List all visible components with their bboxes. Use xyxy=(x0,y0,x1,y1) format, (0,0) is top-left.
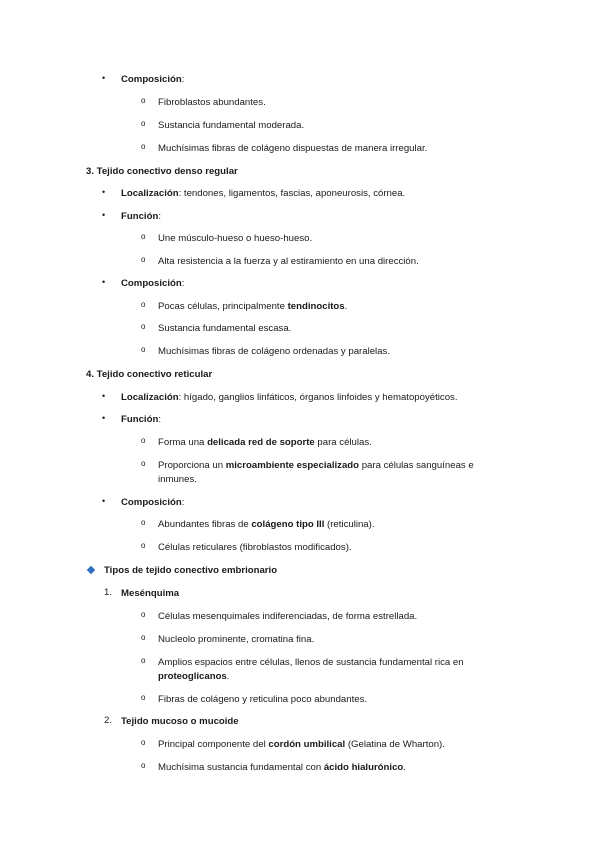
sub-bullet: o xyxy=(141,322,146,331)
subsection-title: Tejido mucoso o mucoide xyxy=(121,716,239,727)
list-item: Sustancia fundamental moderada. xyxy=(158,120,305,131)
location-line: Localización: tendones, ligamentos, fascias, aponeurosis, córnea. xyxy=(121,188,406,199)
composition-label: Composición: xyxy=(121,497,185,508)
list-item: Muchísima sustancia fundamental con ácido hialurónico. xyxy=(158,762,406,773)
diamond-bullet-icon xyxy=(87,566,95,574)
list-item: Une músculo-hueso o hueso-hueso. xyxy=(158,233,313,244)
sub-bullet: o xyxy=(141,610,146,619)
section-heading: 3. Tejido conectivo denso regular xyxy=(86,166,238,177)
bullet: • xyxy=(102,187,106,197)
location-line: Localización: hígado, ganglios linfáticos, órganos linfoides y hematopoyéticos. xyxy=(121,392,458,403)
list-item: Principal componente del cordón umbilical (Gelatina de Wharton). xyxy=(158,739,445,750)
bullet: • xyxy=(102,277,106,287)
list-item: Amplios espacios entre células, llenos de sustancia fundamental rica en xyxy=(158,657,464,668)
bullet: • xyxy=(102,391,106,401)
list-item: Células mesenquimales indiferenciadas, de forma estrellada. xyxy=(158,611,418,622)
list-item: Nucleolo prominente, cromatina fina. xyxy=(158,634,315,645)
list-item-continuation: proteoglicanos. xyxy=(158,671,230,682)
function-label: Función: xyxy=(121,211,161,222)
bullet: • xyxy=(102,413,106,423)
sub-bullet: o xyxy=(141,119,146,128)
bullet: • xyxy=(102,210,106,220)
list-item: Alta resistencia a la fuerza y al estiramiento en una dirección. xyxy=(158,256,419,267)
list-item: Abundantes fibras de colágeno tipo III (reticulina). xyxy=(158,519,375,530)
list-item: Muchísimas fibras de colágeno ordenadas y paralelas. xyxy=(158,346,390,357)
list-item: Muchísimas fibras de colágeno dispuestas de manera irregular. xyxy=(158,143,428,154)
sub-bullet: o xyxy=(141,142,146,151)
sub-bullet: o xyxy=(141,255,146,264)
list-item: Proporciona un microambiente especializado para células sanguíneas e xyxy=(158,460,474,471)
composition-label: Composición: xyxy=(121,74,185,85)
sub-bullet: o xyxy=(141,96,146,105)
sub-bullet: o xyxy=(141,459,146,468)
list-item: Forma una delicada red de soporte para células. xyxy=(158,437,372,448)
subsection-title: Mesénquima xyxy=(121,588,180,599)
sub-bullet: o xyxy=(141,232,146,241)
bullet: • xyxy=(102,73,106,83)
sub-bullet: o xyxy=(141,656,146,665)
list-item-continuation: inmunes. xyxy=(158,474,197,485)
sub-bullet: o xyxy=(141,693,146,702)
list-item: Fibras de colágeno y reticulina poco abundantes. xyxy=(158,694,368,705)
section-heading: 4. Tejido conectivo reticular xyxy=(86,369,213,380)
section-heading: Tipos de tejido conectivo embrionario xyxy=(104,565,278,576)
sub-bullet: o xyxy=(141,436,146,445)
sub-bullet: o xyxy=(141,738,146,747)
composition-label: Composición: xyxy=(121,278,185,289)
list-item: Células reticulares (fibroblastos modificados). xyxy=(158,542,352,553)
sub-bullet: o xyxy=(141,518,146,527)
list-number: 2. xyxy=(104,715,113,726)
list-item: Sustancia fundamental escasa. xyxy=(158,323,292,334)
list-number: 1. xyxy=(104,587,113,598)
function-label: Función: xyxy=(121,414,161,425)
sub-bullet: o xyxy=(141,300,146,309)
list-item: Fibroblastos abundantes. xyxy=(158,97,266,108)
sub-bullet: o xyxy=(141,345,146,354)
bullet: • xyxy=(102,496,106,506)
sub-bullet: o xyxy=(141,761,146,770)
sub-bullet: o xyxy=(141,633,146,642)
sub-bullet: o xyxy=(141,541,146,550)
list-item: Pocas células, principalmente tendinocitos. xyxy=(158,301,348,312)
